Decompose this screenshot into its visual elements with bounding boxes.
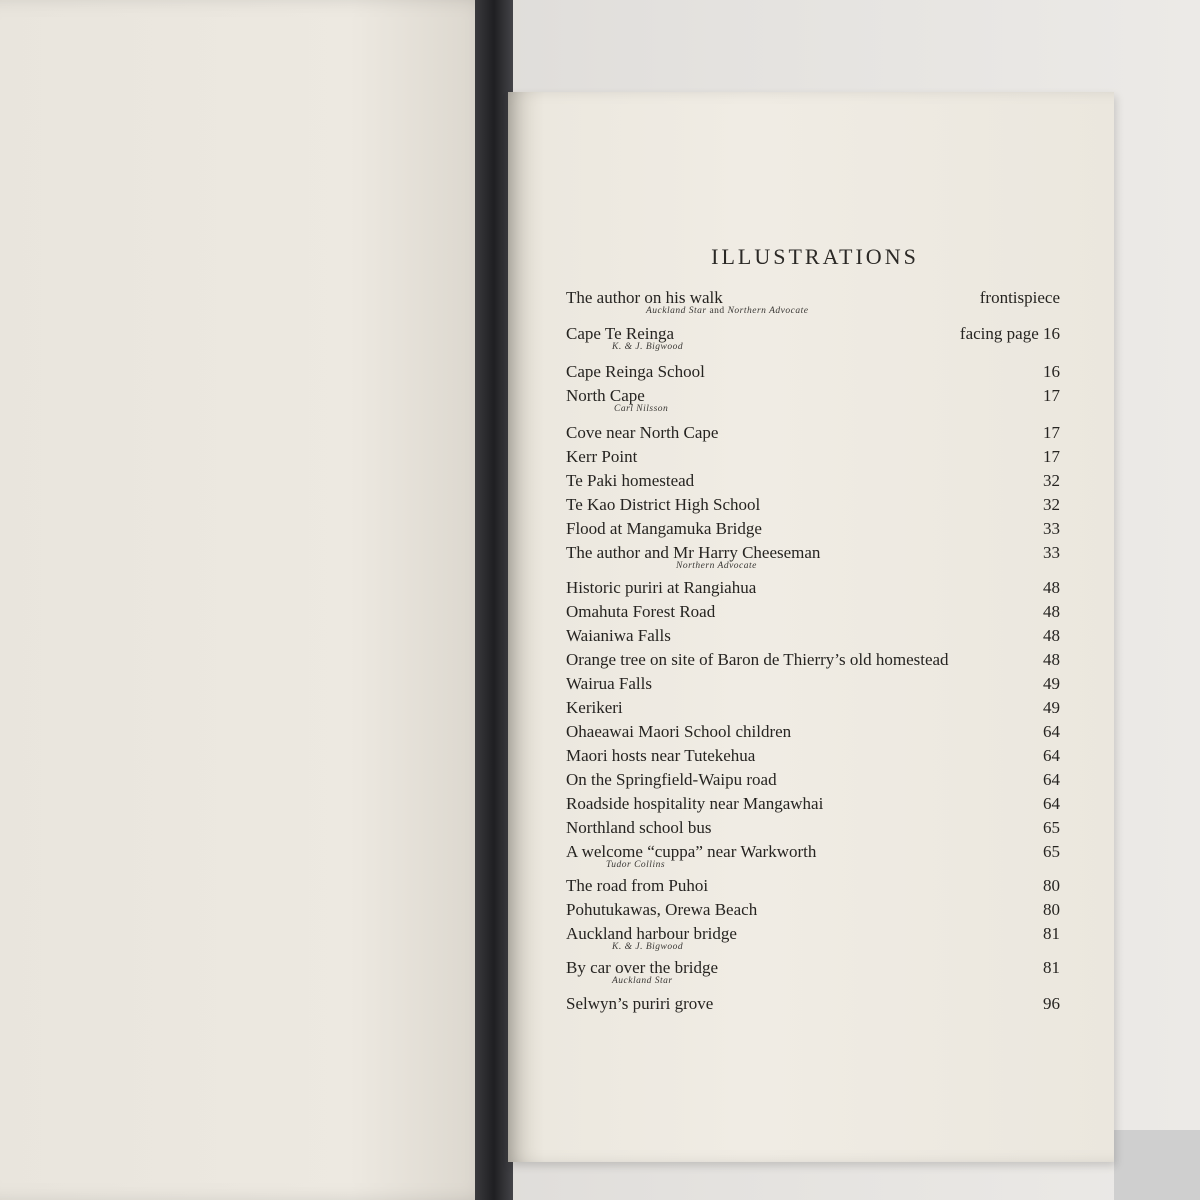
entry-title: On the Springfield-Waipu road bbox=[566, 770, 777, 789]
entry-page: 48 bbox=[1043, 650, 1060, 669]
entry-page: 65 bbox=[1043, 842, 1060, 861]
entry-title: Roadside hospitality near Mangawhai bbox=[566, 794, 824, 813]
entry-page: 17 bbox=[1043, 386, 1060, 405]
entry-title: North Cape bbox=[566, 386, 645, 405]
entry-title: Waianiwa Falls bbox=[566, 626, 671, 645]
entry-credit: Auckland Star and Northern Advocate bbox=[646, 306, 809, 316]
background-shelf bbox=[1114, 1130, 1200, 1200]
entry-page: 81 bbox=[1043, 924, 1060, 943]
entry-title: By car over the bridge bbox=[566, 958, 718, 977]
entry-page: 33 bbox=[1043, 543, 1060, 562]
entry-title: Wairua Falls bbox=[566, 674, 652, 693]
entry-credit: Auckland Star bbox=[612, 976, 673, 986]
left-page bbox=[0, 0, 500, 1200]
entry-page: 81 bbox=[1043, 958, 1060, 977]
entry-title: Northland school bus bbox=[566, 818, 712, 837]
entry-title: Ohaeawai Maori School children bbox=[566, 722, 792, 741]
entry-title: A welcome “cuppa” near Warkworth bbox=[566, 842, 817, 861]
entry-page: 48 bbox=[1043, 578, 1060, 597]
entry-credit: Northern Advocate bbox=[676, 561, 757, 571]
entry-page: 17 bbox=[1043, 423, 1060, 442]
entry-title: Pohutukawas, Orewa Beach bbox=[566, 900, 758, 919]
entry-title: Cape Reinga School bbox=[566, 362, 705, 381]
entry-title: Orange tree on site of Baron de Thierry’s old homestead bbox=[566, 650, 949, 669]
entry-page: 64 bbox=[1043, 794, 1060, 813]
entry-page: 17 bbox=[1043, 447, 1060, 466]
entry-title: Historic puriri at Rangiahua bbox=[566, 578, 757, 597]
entry-title: Kerikeri bbox=[566, 698, 623, 717]
entry-page: 33 bbox=[1043, 519, 1060, 538]
entry-page: 96 bbox=[1043, 994, 1060, 1013]
entry-credit: K. & J. Bigwood bbox=[612, 342, 684, 352]
entry-page: 32 bbox=[1043, 495, 1060, 514]
entry-page: facing page 16 bbox=[959, 324, 1060, 343]
entry-title: Selwyn’s puriri grove bbox=[566, 994, 714, 1013]
entry-title: Maori hosts near Tutekehua bbox=[566, 746, 756, 765]
entry-page: 80 bbox=[1043, 876, 1060, 895]
entry-title: Kerr Point bbox=[566, 447, 638, 466]
entry-title: Cove near North Cape bbox=[566, 423, 719, 442]
entry-page: 80 bbox=[1043, 900, 1060, 919]
entry-title: Cape Te Reinga bbox=[566, 324, 675, 343]
entry-title: Flood at Mangamuka Bridge bbox=[566, 519, 762, 538]
entry-page: 48 bbox=[1043, 626, 1060, 645]
entry-page: 65 bbox=[1043, 818, 1060, 837]
entry-page: 49 bbox=[1043, 674, 1060, 693]
entry-page: 64 bbox=[1043, 746, 1060, 765]
entry-page: 48 bbox=[1043, 602, 1060, 621]
entry-title: The author on his walk bbox=[566, 288, 723, 307]
entry-page: 49 bbox=[1043, 698, 1060, 717]
entry-title: The road from Puhoi bbox=[566, 876, 709, 895]
entry-page: 16 bbox=[1043, 362, 1060, 381]
entry-title: Auckland harbour bridge bbox=[566, 924, 737, 943]
entry-page: frontispiece bbox=[979, 288, 1060, 307]
page-title: ILLUSTRATIONS bbox=[711, 244, 919, 269]
entry-title: The author and Mr Harry Cheeseman bbox=[566, 543, 821, 562]
entry-page: 64 bbox=[1043, 722, 1060, 741]
entry-credit: Tudor Collins bbox=[606, 860, 666, 870]
entry-title: Omahuta Forest Road bbox=[566, 602, 716, 621]
entry-title: Te Kao District High School bbox=[566, 495, 761, 514]
entry-credit: Carl Nilsson bbox=[614, 404, 669, 414]
entry-page: 32 bbox=[1043, 471, 1060, 490]
entry-credit: K. & J. Bigwood bbox=[612, 942, 684, 952]
entry-page: 64 bbox=[1043, 770, 1060, 789]
entry-title: Te Paki homestead bbox=[566, 471, 695, 490]
